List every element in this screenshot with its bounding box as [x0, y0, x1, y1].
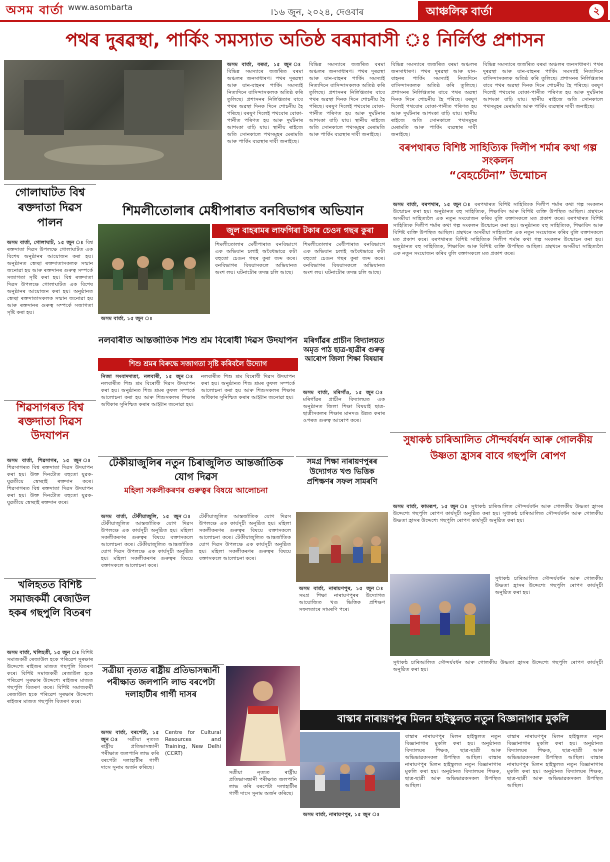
tekiajuli-body-col1 [98, 512, 196, 662]
golokganj-body-col2 [492, 574, 606, 656]
nalbari-body: নলবাৰীত শিশু শ্ৰম বিৰোধী দিৱস উদযাপন কৰা হয়। অনুষ্ঠানত শিশু শ্ৰমৰ কুফল সম্পৰ্কে আলোচনা কৰা হয় আৰু শিশুসকলৰ শিক্ষাৰ অধিকাৰ সুনিশ্চিত কৰাৰ আহ্বান জনোৱা হয়। [101, 381, 195, 408]
khelihoti-text3: বিশিষ্ট সমাজকৰ্মী ৰেজাউল হকে পৰিৱেশ সুৰক্ষাৰ উদ্দেশ্যে ৰাইজৰ মাজত গছপুলি বিতৰণ কৰে। [7, 685, 93, 705]
lead-photo [4, 60, 222, 180]
golokganj-text2: সুধাকন্ঠ চাৰিআলিত সৌন্দৰ্যবৰ্ধন আৰু গোলকীয় উষ্ণতা হ্ৰাসৰ উদ্দেশ্যে গছপুলি ৰোপণ কাৰ্যসূচী অনুষ্ঠিত কৰা হয়। [393, 511, 603, 524]
sibsagar-byline: অসম বাৰ্তা, শিৱসাগৰ, ১৫ জুন ঃ [7, 458, 93, 464]
blood-donor-title: গোলাঘাটত বিশ্ব ৰক্তদাতা দিৱস পালন [15, 186, 85, 229]
samagra-byline: অসম বাৰ্তা, নাৰায়ণপুৰ, ১৫ জুন ঃ [299, 586, 385, 592]
samagra-header [296, 456, 388, 510]
khelihoti-text2: বিশিষ্ট সমাজকৰ্মী ৰেজাউল হকে পৰিৱেশ সুৰক্ষাৰ উদ্দেশ্যে ৰাইজৰ মাজত গছপুলি বিতৰণ কৰে। [7, 671, 93, 691]
newspaper-logo: অসম বাৰ্তা [6, 3, 64, 17]
shimlitola-body: শিমলীতোলাৰ মেধীপাৰাত বনবিভাগে এক অভিযান চলাই অবৈধভাৱে কটা বহুতো চেগুন গছৰ কুৰা জব্দ কৰে। বনবিভাগৰ বিষয়াসকলে অভিযানত অংশ লয়। ঘটনাটোৰ তদন্ত চলি আছে। [215, 242, 297, 276]
banskar-title: বাস্কাৰ নাৰায়ণপুৰ মিলন হাইস্কুলত নতুন বিজ্ঞানাগাৰ মুকলি [300, 710, 606, 730]
nalbari-header [98, 336, 298, 358]
banskar-byline: অসম বাৰ্তা, নাৰায়ণপুৰ, ১৫ জুন ঃ [303, 812, 380, 818]
main-headline: পথৰ দুৰৱস্থা, পাৰ্কিং সমস্যাত অতিষ্ঠ বৰমাবাসী ঃ নিৰ্লিপ্ত প্ৰশাসন [0, 24, 610, 58]
shimlitola-title: শিমলীতোলাৰ মেধীপাৰাত বনবিভাগৰ অভিযান [122, 204, 364, 219]
sattriya-header [98, 664, 224, 728]
khelihoti-byline: অসম বাৰ্তা, খলিহতী, ১৫ জুন ঃ [7, 650, 80, 656]
tekiajuli-header [98, 456, 294, 510]
golokganj-header [390, 432, 606, 502]
lead-body: বিভিন্ন সমস্যাৰে জৰ্জৰিত বৰমা অঞ্চলৰ জনসাধাৰণ। পথৰ দুৰৱস্থা আৰু যান-বাহনৰ পাৰ্কিং সমস্যাই নিত্যদিনে বাসিন্দাসকলক অতিষ্ঠ কৰি তুলিছে। প্ৰশাসনৰ নিৰ্লিপ্ততাৰ বাবে পথৰ অৱস্থা দিনক দিনে শোচনীয় হৈ পৰিছে। বৰষুণ দিলেই পথবোৰ বোকা-পানীত পৰিণত হয় আৰু দুৰ্ঘটনাৰ আশংকা বাঢ়ি যায়। স্থানীয় ৰাইজে অতি সোনকালে পথসমূহৰ মেৰামতি আৰু পাৰ্কিং ব্যৱস্থাৰ দাবী জনাইছে। [227, 69, 303, 145]
nalbari-title: নলবাৰীত আন্তৰ্জাতিক শিশু শ্ৰম বিৰোধী দিৱস উদযাপন [98, 336, 298, 346]
sattriya-byline: অসম বাৰ্তা, বৰপেটা, ১৫ জুন ঃ [101, 730, 159, 743]
lead-story-col2 [306, 60, 388, 200]
khelihoti-text: বিশিষ্ট সমাজকৰ্মী ৰেজাউল হকে পৰিৱেশ সুৰক্ষাৰ উদ্দেশ্যে ৰাইজৰ মাজত গছপুলি বিতৰণ কৰে। [7, 650, 93, 677]
plantation-illustration [390, 574, 490, 656]
samagra-title: সমগ্ৰ শিক্ষা নাৰায়ণপুৰৰ উদ্যোগত খণ্ড ভিত্তিক প্ৰশিক্ষণৰ সফল সামৰণি [306, 457, 378, 486]
samagra-text: সমগ্ৰ শিক্ষা নাৰায়ণপুৰৰ উদ্যোগত আয়োজিত খণ্ড ভিত্তিক প্ৰশিক্ষণ সফলতাৰে সামৰণি পৰে। [299, 593, 385, 613]
nalbari-byline: নিজা সংবাদদাতা, নলবাৰী, ১৫ জুন ঃ [101, 374, 195, 380]
shimlitola-caption [98, 314, 210, 334]
lead-story-col3 [388, 60, 480, 140]
school-body [300, 388, 388, 452]
right-top-subtitle: “বেহৰ্চেটনা” উন্মোচন [449, 169, 547, 182]
sattriya-text: সত্ৰীয়া নৃত্যত ৰাষ্ট্ৰীয় প্ৰতিভাসন্ধানী পৰীক্ষাত জলপানি লাভ কৰি বৰপেটা দলাহাটীৰ গাৰ্গী দাসে সুনাম অৰ্জন কৰিছে। [101, 737, 159, 771]
banskar-text2: বাস্কাৰ নাৰায়ণপুৰ মিলন হাইস্কুলত নতুন বিজ্ঞানাগাৰ মুকলি কৰা হয়। অনুষ্ঠানত বিদ্যালয়ৰ শিক্ষক, ছাত্ৰ-ছাত্ৰী আৰু অভিভাৱকসকল উপস্থিত আছিল। [405, 755, 501, 789]
khelihoti-title: খলিহতত বিশিষ্ট সমাজকৰ্মী ৰেজাউল হকৰ গছপুলি বিতৰণ [8, 580, 92, 619]
tekiajuli-body-col2 [196, 512, 294, 662]
sibsagar-body [4, 456, 96, 576]
tekiajuli-text4: টেকীয়াজুলিত আন্তৰ্জাতিক যোগ দিৱস উপলক্ষে এক কাৰ্যসূচী অনুষ্ঠিত হয়। মহিলা সকলীকৰণৰ গুৰুত্বৰ বিষয়ে বক্তাসকলে আলোচনা কৰে। [199, 535, 292, 562]
sattriya-body-col2 [162, 728, 224, 858]
lead-story-col1 [224, 60, 306, 200]
right-top-body-cont2: বৰপথাৰত বিশিষ্ট সাহিত্যিক দিলীপ শৰ্মাৰ কথা গল্প সংকলন উন্মোচন কৰা হয়। অনুষ্ঠানত বহু সাহিত্যিক, শিক্ষাবিদ আৰু বিশিষ্ট ব্যক্তি উপস্থিত আছিল। গ্ৰন্থখনে অসমীয়া সাহিত্যলৈ এক নতুন সংযোজন কৰিব বুলি বক্তাসকলে মত প্ৰকাশ কৰে। [393, 237, 603, 257]
samagra-body [296, 584, 388, 662]
shimlitola-band: জুল বাহৰামৰ লাফগিৰা টকাৰ চেওন গছৰ কুৰা [212, 224, 388, 238]
right-top-body: বৰপথাৰত বিশিষ্ট সাহিত্যিক দিলীপ শৰ্মাৰ কথা গল্প সংকলন উন্মোচন কৰা হয়। অনুষ্ঠানত বহু সাহিত্যিক, শিক্ষাবিদ আৰু বিশিষ্ট ব্যক্তি উপস্থিত আছিল। গ্ৰন্থখনে অসমীয়া সাহিত্যলৈ এক নতুন সংযোজন কৰিব বুলি বক্তাসকলে মত প্ৰকাশ কৰে। [393, 202, 603, 222]
tekiajuli-text3: টেকীয়াজুলিত আন্তৰ্জাতিক যোগ দিৱস উপলক্ষে এক কাৰ্যসূচী অনুষ্ঠিত হয়। মহিলা সকলীকৰণৰ গুৰুত্বৰ বিষয়ে বক্তাসকলে আলোচনা কৰে। [199, 514, 291, 541]
page-number: ২ [589, 4, 604, 19]
golokganj-body [390, 502, 606, 572]
golokganj-title: সুধাকন্ঠ চাৰিআলিত সৌন্দৰ্যবৰ্ধন আৰু গোলকীয় উষ্ণতা হ্ৰাসৰ বাবে গছপুলি ৰোপণ [403, 435, 593, 462]
banskar-photo [300, 732, 400, 808]
blood-donor-header [4, 184, 96, 236]
school-title: মৰিগাঁৱৰ প্ৰাচীন বিদ্যালয়ত [303, 336, 385, 345]
lead-body-cont2: বিভিন্ন সমস্যাৰে জৰ্জৰিত বৰমা অঞ্চলৰ জনসাধাৰণ। পথৰ দুৰৱস্থা আৰু যান-বাহনৰ পাৰ্কিং সমস্যাই নিত্যদিনে বাসিন্দাসকলক অতিষ্ঠ কৰি তুলিছে। প্ৰশাসনৰ নিৰ্লিপ্ততাৰ বাবে পথৰ অৱস্থা দিনক দিনে শোচনীয় হৈ পৰিছে। বৰষুণ দিলেই পথবোৰ বোকা-পানীত পৰিণত হয় আৰু দুৰ্ঘটনাৰ আশংকা বাঢ়ি যায়। স্থানীয় ৰাইজে অতি সোনকালে পথসমূহৰ মেৰামতি আৰু পাৰ্কিং ব্যৱস্থাৰ দাবী জনাইছে। [391, 62, 477, 138]
right-top-byline: অসম বাৰ্তা, বৰপথাৰ, ১৫ জুন ঃ [393, 202, 472, 208]
shimlitola-body-col1 [212, 240, 300, 315]
shimlitola-body-col2 [300, 240, 388, 315]
training-group-illustration [296, 512, 388, 582]
sattriya-body-col1 [98, 728, 162, 858]
blood-donor-text2: বিশ্ব ৰক্তদাতা দিৱস উপলক্ষে গোলাঘাটত এক বিশেষ অনুষ্ঠানৰ আয়োজন কৰা হয়। অনুষ্ঠানত স্বেচ্ছা ৰক্তদাতাসকলক সন্মান জনোৱা হয় আৰু ৰক্তদানৰ গুৰুত্ব সম্পৰ্কে সজাগতা সৃষ্টি কৰা হয়। [7, 275, 93, 316]
right-lower-text [390, 658, 606, 708]
shimlitola-header [98, 202, 388, 222]
school-body-text: মৰিগাঁৱৰ প্ৰাচীন বিদ্যালয়ত এক অনুষ্ঠানত জিলা শিক্ষা বিষয়াই ছাত্ৰ-ছাত্ৰীসকলৰ শিক্ষাৰ মানদণ্ড উন্নত কৰাৰ ওপৰত গুৰুত্ব আৰোপ কৰে। [303, 397, 385, 424]
khelihoti-body [4, 648, 96, 858]
sattriya-center-name: Centre for Cultural Resources and Training, New Delhi (CCRT) [165, 730, 221, 757]
road-photo-illustration [4, 60, 222, 180]
nalbari-body-cont: নলবাৰীত শিশু শ্ৰম বিৰোধী দিৱস উদযাপন কৰা হয়। অনুষ্ঠানত শিশু শ্ৰমৰ কুফল সম্পৰ্কে আলোচনা কৰা হয় আৰু শিশুসকলৰ শিক্ষাৰ অধিকাৰ সুনিশ্চিত কৰাৰ আহ্বান জনোৱা হয়। [201, 374, 295, 401]
lead-body-cont: বিভিন্ন সমস্যাৰে জৰ্জৰিত বৰমা অঞ্চলৰ জনসাধাৰণ। পথৰ দুৰৱস্থা আৰু যান-বাহনৰ পাৰ্কিং সমস্যাই নিত্যদিনে বাসিন্দাসকলক অতিষ্ঠ কৰি তুলিছে। প্ৰশাসনৰ নিৰ্লিপ্ততাৰ বাবে পথৰ অৱস্থা দিনক দিনে শোচনীয় হৈ পৰিছে। বৰষুণ দিলেই পথবোৰ বোকা-পানীত পৰিণত হয় আৰু দুৰ্ঘটনাৰ আশংকা বাঢ়ি যায়। স্থানীয় ৰাইজে অতি সোনকালে পথসমূহৰ মেৰামতি আৰু পাৰ্কিং ব্যৱস্থাৰ দাবী জনাইছে। [309, 62, 385, 138]
blood-donor-byline: অসম বাৰ্তা, গোলাঘাট, ১৫ জুন ঃ [7, 240, 84, 246]
tekiajuli-title: টেকীয়াজুলিৰ নতুন চিৰাজুলিত আন্তৰ্জাতিক যোগ দিৱস [108, 458, 284, 483]
golokganj-photo [390, 574, 490, 656]
issue-date: ।১৬ জুন, ২০২৪, দেওবাৰ [270, 8, 364, 18]
school-header [300, 336, 388, 388]
dancer-illustration [226, 666, 300, 766]
sibsagar-text2: শিৱসাগৰত বিশ্ব ৰক্তদাতা দিৱস উদযাপন কৰা হয়। উক্ত দিনটোত বহুতো যুৱক-যুৱতীয়ে স্বেচ্ছাই ৰক্তদান কৰে। [7, 486, 93, 506]
masthead [0, 0, 610, 22]
banskar-body-col2 [504, 732, 606, 858]
forest-team-illustration [98, 224, 210, 314]
tekiajuli-text2: টেকীয়াজুলিত আন্তৰ্জাতিক যোগ দিৱস উপলক্ষে এক কাৰ্যসূচী অনুষ্ঠিত হয়। মহিলা সকলীকৰণৰ গুৰুত্বৰ বিষয়ে বক্তাসকলে আলোচনা কৰে। [101, 542, 194, 569]
lead-body-cont3: বিভিন্ন সমস্যাৰে জৰ্জৰিত বৰমা অঞ্চলৰ জনসাধাৰণ। পথৰ দুৰৱস্থা আৰু যান-বাহনৰ পাৰ্কিং সমস্যাই নিত্যদিনে বাসিন্দাসকলক অতিষ্ঠ কৰি তুলিছে। প্ৰশাসনৰ নিৰ্লিপ্ততাৰ বাবে পথৰ অৱস্থা দিনক দিনে শোচনীয় হৈ পৰিছে। বৰষুণ দিলেই পথবোৰ বোকা-পানীত পৰিণত হয় আৰু দুৰ্ঘটনাৰ আশংকা বাঢ়ি যায়। স্থানীয় ৰাইজে অতি সোনকালে পথসমূহৰ মেৰামতি আৰু পাৰ্কিং ব্যৱস্থাৰ দাবী জনাইছে। [483, 62, 603, 110]
golokganj-byline: অসম বাৰ্তা, কামৰূপ, ১৫ জুন ঃ [393, 504, 469, 510]
right-top-body-cont: বৰপথাৰত বিশিষ্ট সাহিত্যিক দিলীপ শৰ্মাৰ কথা গল্প সংকলন উন্মোচন কৰা হয়। অনুষ্ঠানত বহু সাহিত্যিক, শিক্ষাবিদ আৰু বিশিষ্ট ব্যক্তি উপস্থিত আছিল। গ্ৰন্থখনে অসমীয়া সাহিত্যলৈ এক নতুন সংযোজন কৰিব বুলি বক্তাসকলে মত প্ৰকাশ কৰে। [393, 216, 603, 243]
right-top-title: বৰপথাৰত বিশিষ্ট সাহিত্যিক দিলীপ শৰ্মাৰ কথা গল্প সংকলন [399, 143, 597, 167]
banskar-body-col1 [402, 732, 504, 858]
banskar-text4: বাস্কাৰ নাৰায়ণপুৰ মিলন হাইস্কুলত নতুন বিজ্ঞানাগাৰ মুকলি কৰা হয়। অনুষ্ঠানত বিদ্যালয়ৰ শিক্ষক, ছাত্ৰ-ছাত্ৰী আৰু অভিভাৱকসকল উপস্থিত আছিল। [507, 755, 603, 789]
sattriya-text2: সত্ৰীয়া নৃত্যত ৰাষ্ট্ৰীয় প্ৰতিভাসন্ধানী পৰীক্ষাত জলপানি লাভ কৰি বৰপেটা দলাহাটীৰ গাৰ্গী দাসে সুনাম অৰ্জন কৰিছে। [229, 770, 297, 797]
shimlitola-caption-text: অসম বাৰ্তা, ১৫ জুন ঃ [101, 316, 153, 322]
lab-inauguration-illustration [300, 732, 400, 808]
nalbari-body-col1 [98, 372, 198, 452]
blood-donor-text: বিশ্ব ৰক্তদাতা দিৱস উপলক্ষে গোলাঘাটত এক বিশেষ অনুষ্ঠানৰ আয়োজন কৰা হয়। অনুষ্ঠানত স্বেচ্ছা ৰক্তদাতাসকলক সন্মান জনোৱা হয় আৰু ৰক্তদানৰ গুৰুত্ব সম্পৰ্কে সজাগতা সৃষ্টি কৰা হয়। [7, 240, 93, 281]
khelihoti-header [4, 578, 96, 648]
shimlitola-body-cont: শিমলীতোলাৰ মেধীপাৰাত বনবিভাগে এক অভিযান চলাই অবৈধভাৱে কটা বহুতো চেগুন গছৰ কুৰা জব্দ কৰে। বনবিভাগৰ বিষয়াসকলে অভিযানত অংশ লয়। ঘটনাটোৰ তদন্ত চলি আছে। [303, 242, 385, 276]
golokganj-text3: সুধাকন্ঠ চাৰিআলিত সৌন্দৰ্যবৰ্ধন আৰু গোলকীয় উষ্ণতা হ্ৰাসৰ উদ্দেশ্যে গছপুলি ৰোপণ কাৰ্যসূচী অনুষ্ঠিত কৰা হয়। [495, 576, 603, 596]
right-top-story-header [390, 142, 606, 200]
tekiajuli-text: টেকীয়াজুলিত আন্তৰ্জাতিক যোগ দিৱস উপলক্ষে এক কাৰ্যসূচী অনুষ্ঠিত হয়। মহিলা সকলীকৰণৰ গুৰুত্বৰ বিষয়ে বক্তাসকলে আলোচনা কৰে। [101, 521, 193, 548]
golokganj-text: সুধাকন্ঠ চাৰিআলিত সৌন্দৰ্যবৰ্ধন আৰু গোলকীয় উষ্ণতা হ্ৰাসৰ উদ্দেশ্যে গছপুলি ৰোপণ কাৰ্যসূচী অনুষ্ঠিত কৰা হয়। [393, 504, 603, 517]
sattriya-title: সত্ৰীয়া নৃত্যত ৰাষ্ট্ৰীয় প্ৰতিভাসন্ধানী পৰীক্ষাত জলপানি লাভ বৰপেটা দলাহাটীৰ গাৰ্গী দাসৰ [102, 666, 220, 700]
section-label [418, 1, 608, 20]
banskar-text3: বাস্কাৰ নাৰায়ণপুৰ মিলন হাইস্কুলত নতুন বিজ্ঞানাগাৰ মুকলি কৰা হয়। অনুষ্ঠানত বিদ্যালয়ৰ শিক্ষক, ছাত্ৰ-ছাত্ৰী আৰু অভিভাৱকসকল উপস্থিত আছিল। [507, 734, 603, 761]
sattriya-photo [226, 666, 300, 766]
banskar-caption [300, 810, 400, 858]
tekiajuli-subtitle: মহিলা সকলীকৰণৰ গুৰুত্বৰ বিষয়ে আলোচনা [124, 486, 268, 495]
blood-donor-body [4, 238, 96, 398]
nalbari-body-col2 [198, 372, 298, 452]
school-subtitle: অমৃত পাঠ ছাত্ৰ-ছাত্ৰীৰ গুৰুত্ব আৰোপ জিলা শিক্ষা বিষয়াৰ [303, 346, 385, 363]
school-byline: অসম বাৰ্তা, মৰিগাঁও, ১৫ জুন ঃ [303, 390, 385, 396]
shimlitola-photo [98, 224, 210, 314]
nalbari-subtitle: শিশু শ্ৰমৰ বিৰুদ্ধে সজাগতা সৃষ্টি কৰিবলৈ উদ্যোগ [98, 358, 298, 371]
lead-story-col4 [480, 60, 606, 140]
section-name: আঞ্চলিক বাৰ্তা [426, 5, 493, 18]
samagra-photo [296, 512, 388, 582]
logo-subtext: www.asombarta [68, 3, 133, 12]
right-top-story-body [390, 200, 606, 430]
sibsagar-header [4, 400, 96, 456]
tekiajuli-byline: অসম বাৰ্তা, টেকীয়াজুলি, ১৫ জুন ঃ [101, 514, 193, 520]
sibsagar-title: শিৱসাগৰত বিশ্ব ৰক্তদাতা দিৱস উদযাপন [16, 401, 84, 442]
lead-byline: অসম বাৰ্তা, বৰমা, ১৫ জুন ঃ [227, 62, 303, 68]
golokganj-text4: সুধাকন্ঠ চাৰিআলিত সৌন্দৰ্যবৰ্ধন আৰু গোলকীয় উষ্ণতা হ্ৰাসৰ উদ্দেশ্যে গছপুলি ৰোপণ কাৰ্যসূচী অনুষ্ঠিত কৰা হয়। [393, 660, 603, 673]
banskar-text: বাস্কাৰ নাৰায়ণপুৰ মিলন হাইস্কুলত নতুন বিজ্ঞানাগাৰ মুকলি কৰা হয়। অনুষ্ঠানত বিদ্যালয়ৰ শিক্ষক, ছাত্ৰ-ছাত্ৰী আৰু অভিভাৱকসকল উপস্থিত আছিল। [405, 734, 501, 761]
sibsagar-text: শিৱসাগৰত বিশ্ব ৰক্তদাতা দিৱস উদযাপন কৰা হয়। উক্ত দিনটোত বহুতো যুৱক-যুৱতীয়ে স্বেচ্ছাই ৰক্তদান কৰে। [7, 465, 93, 485]
sattriya-body-col3 [226, 768, 300, 858]
